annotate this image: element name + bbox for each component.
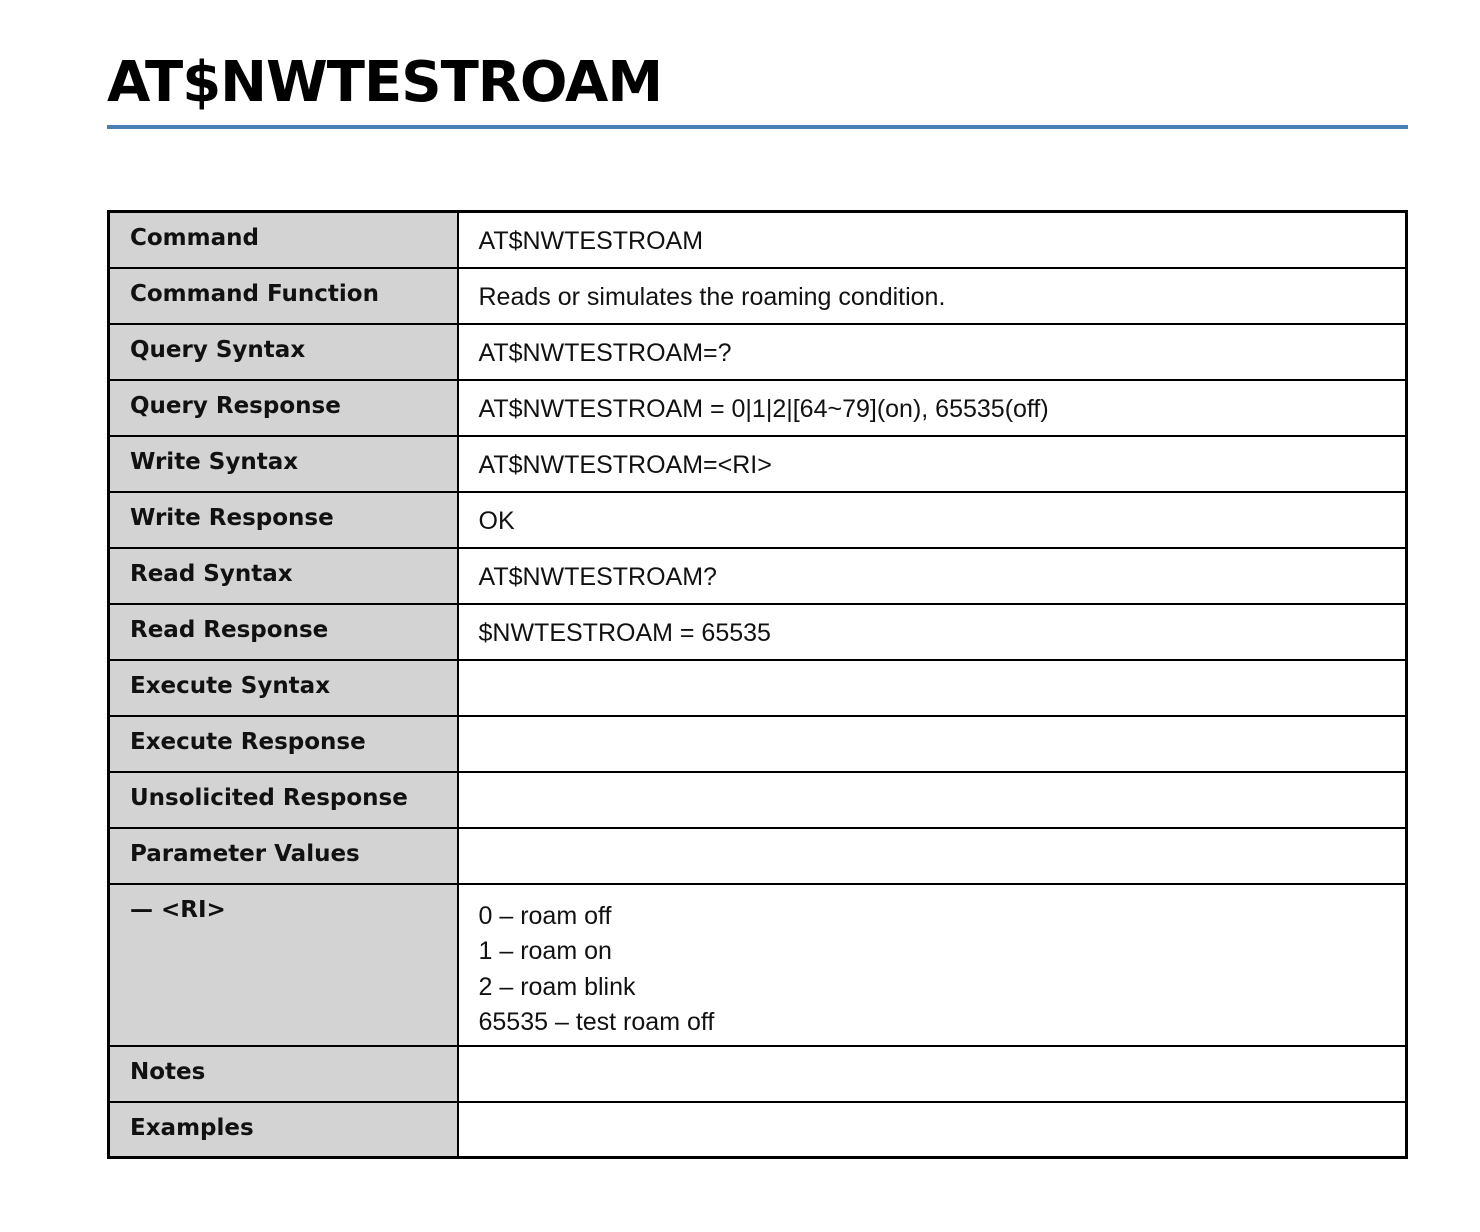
row-label-execute-response: Execute Response <box>109 716 458 772</box>
row-label-write-response: Write Response <box>109 492 458 548</box>
row-label-examples: Examples <box>109 1102 458 1158</box>
table-row <box>109 492 1407 548</box>
row-value-ri-parameter <box>458 884 1407 1046</box>
row-value-query-syntax: AT$NWTESTROAM=? <box>458 324 1407 380</box>
ri-value-line: 2 – roam blink <box>478 972 636 1001</box>
row-value-execute-response <box>458 716 1407 772</box>
table-row <box>109 548 1407 604</box>
row-value-query-response: AT$NWTESTROAM = 0|1|2|[64~79](on), 65535(off) <box>458 380 1407 436</box>
table-row <box>109 772 1407 828</box>
ri-value-line: 65535 – test roam off <box>478 1008 715 1036</box>
row-value-read-syntax: AT$NWTESTROAM? <box>458 548 1407 604</box>
row-label-query-response: Query Response <box>109 380 458 436</box>
row-value-unsolicited-response <box>458 772 1407 828</box>
table-row <box>109 380 1407 436</box>
row-label-unsolicited-response: Unsolicited Response <box>109 772 458 828</box>
row-label-command: Command <box>109 212 458 268</box>
row-value-command: AT$NWTESTROAM <box>458 212 1407 268</box>
table-row <box>109 660 1407 716</box>
title-rule <box>107 125 1408 129</box>
row-label-execute-syntax: Execute Syntax <box>109 660 458 716</box>
table-row <box>109 716 1407 772</box>
row-label-notes: Notes <box>109 1046 458 1102</box>
table-row <box>109 212 1407 268</box>
table-row <box>109 1102 1407 1158</box>
table-row <box>109 884 1407 1046</box>
row-value-write-syntax: AT$NWTESTROAM=<RI> <box>458 436 1407 492</box>
row-label-parameter-values: Parameter Values <box>109 828 458 884</box>
row-label-query-syntax: Query Syntax <box>109 324 458 380</box>
row-value-parameter-values <box>458 828 1407 884</box>
table-row <box>109 436 1407 492</box>
row-value-command-function: Reads or simulates the roaming condition. <box>458 268 1407 324</box>
ri-value-line: 1 – roam on <box>478 937 612 965</box>
table-row <box>109 828 1407 884</box>
row-label-ri-parameter: — <RI> <box>109 884 458 1046</box>
page-title: AT$NWTESTROAM <box>107 50 663 115</box>
row-value-examples <box>458 1102 1407 1158</box>
table-row <box>109 1046 1407 1102</box>
row-label-command-function: Command Function <box>109 268 458 324</box>
ri-value-line: 0 – roam off <box>478 901 612 930</box>
row-label-read-response: Read Response <box>109 604 458 660</box>
table-row <box>109 268 1407 324</box>
row-value-execute-syntax <box>458 660 1407 716</box>
command-spec-table <box>107 210 1408 1159</box>
row-label-write-syntax: Write Syntax <box>109 436 458 492</box>
row-value-read-response: $NWTESTROAM = 65535 <box>458 604 1407 660</box>
row-value-write-response: OK <box>458 492 1407 548</box>
row-value-notes <box>458 1046 1407 1102</box>
row-label-read-syntax: Read Syntax <box>109 548 458 604</box>
table-row <box>109 604 1407 660</box>
table-row <box>109 324 1407 380</box>
